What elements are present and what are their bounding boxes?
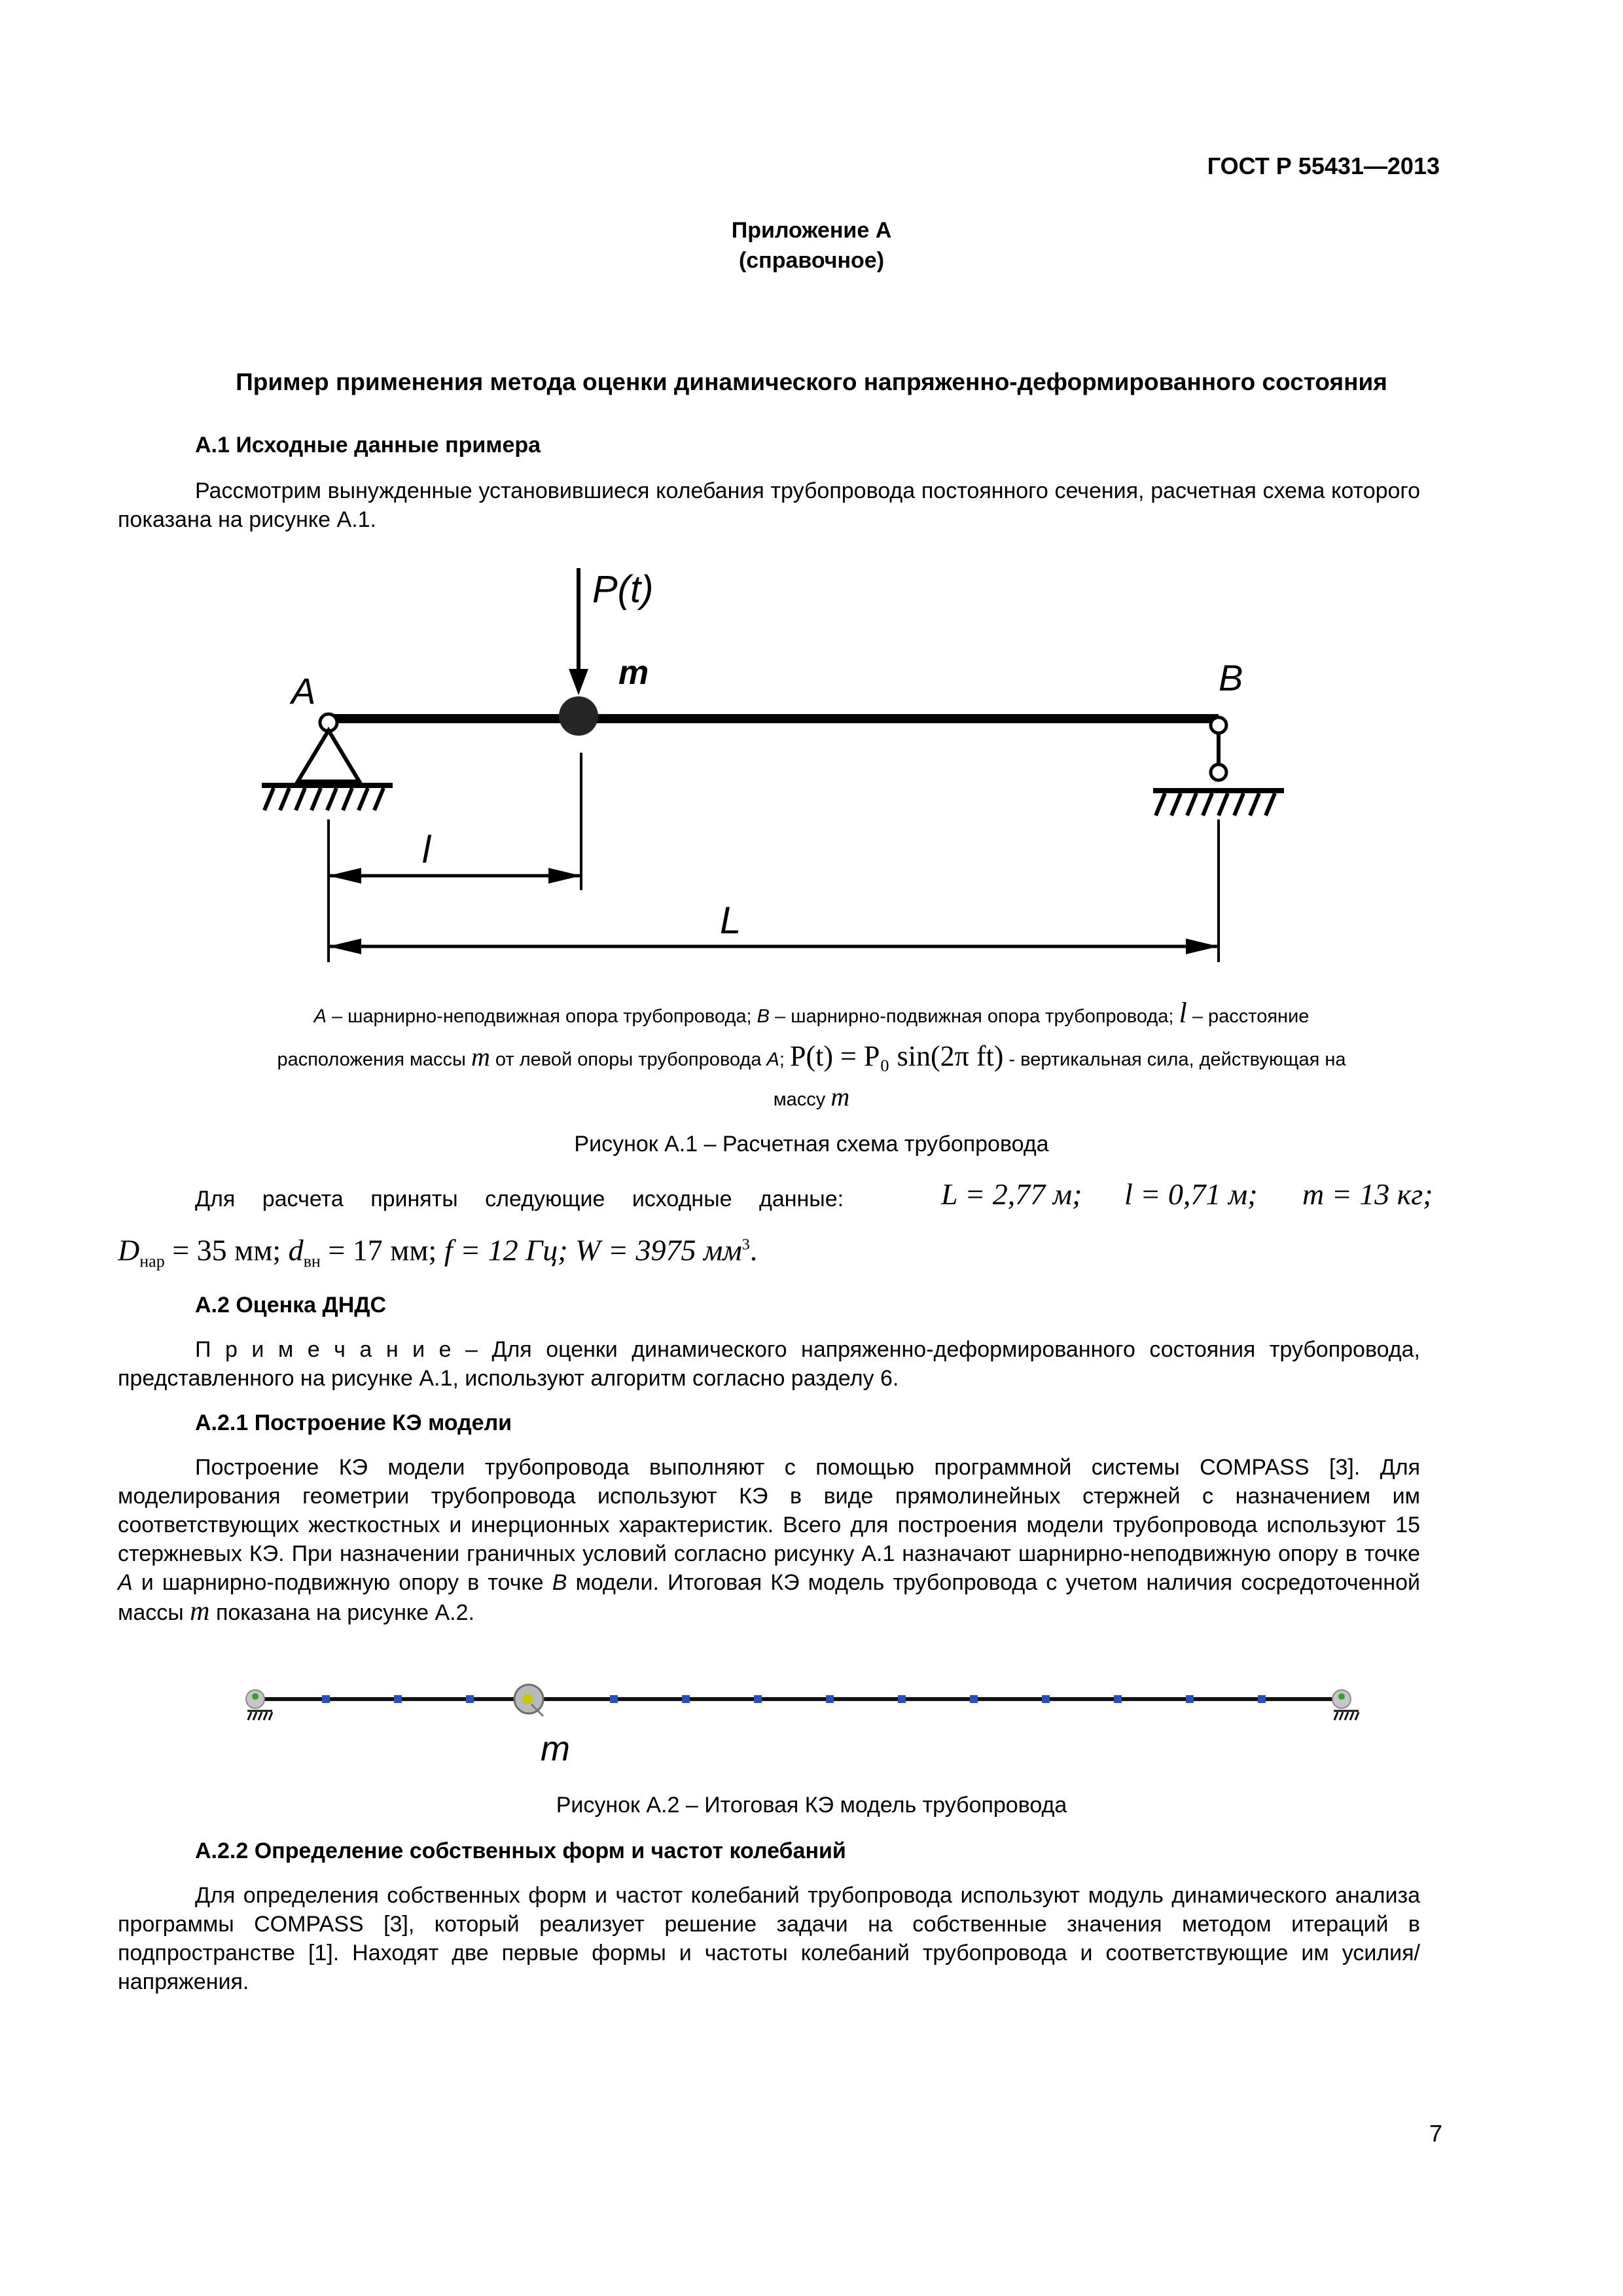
fe-node <box>1042 1695 1050 1703</box>
figure-a2-fe-model <box>236 1669 1387 1767</box>
dim-L-arrow-right <box>1186 939 1219 954</box>
dim-l-arrow-right <box>548 868 581 884</box>
section-a2-note: П р и м е ч а н и е – Для оценки динамического напряженно-деформированного состояния трубопровода, представленного на рисунке А.1, используют алгоритм согласно разделу 6. <box>118 1337 1420 1391</box>
figure-a1-caption-line1: А – шарнирно-неподвижная опора трубопровода; В – шарнирно-подвижная опора трубопровода; l – расстояние <box>313 997 1310 1029</box>
figure-a1-title: Рисунок А.1 – Расчетная схема трубопровода <box>574 1132 1049 1157</box>
mass-label: m <box>618 654 649 692</box>
figure-a1-caption-line2: расположения массы m от левой опоры трубопровода А; P(t) = P₀ sin(2π ft) - вертикальная сила, действующая на <box>277 1040 1346 1072</box>
section-a1-heading: А.1 Исходные данные примера <box>195 433 541 457</box>
dim-l-label: l <box>422 829 431 871</box>
input-data-intro: Для расчета приняты следующие исходные данные: <box>195 1187 844 1211</box>
section-a22-paragraph: Для определения собственных форм и частот колебаний трубопровода используют модуль динамического анализа программы COMPASS [3], который реализует решение задачи на собственные значения методом итераций в подпространстве [1]. Находят две первые формы и частоты колебаний трубопровода и соответствующие им усилия/напряжения. <box>118 1883 1420 1994</box>
section-a22-heading: А.2.2 Определение собственных форм и частот колебаний <box>195 1839 846 1863</box>
dim-L-label: L <box>720 899 741 942</box>
mass-ball <box>559 696 598 736</box>
page-number: 7 <box>1429 2120 1442 2147</box>
dim-l-arrow-left <box>329 868 361 884</box>
section-a21-heading: А.2.1 Построение КЭ модели <box>195 1410 512 1435</box>
fe-node <box>970 1695 978 1703</box>
force-arrow-head <box>569 669 588 695</box>
figure-a1-caption-line3: массу m <box>773 1082 850 1111</box>
appendix-kind: (справочное) <box>738 248 885 273</box>
fe-node <box>826 1695 834 1703</box>
fe-node <box>1186 1695 1194 1703</box>
support-b-label: B <box>1219 657 1243 698</box>
fe-node <box>898 1695 906 1703</box>
fe-node <box>466 1695 474 1703</box>
input-data-line2: $D_{нар} = 35$ мм; $d_{вн} = 17$ мм; f = 12 Гц; W = 3975 $мм^3$. <box>118 1233 758 1271</box>
main-title: Пример применения метода оценки динамического напряженно-деформированного состояния <box>236 368 1387 395</box>
support-b-hatch <box>1156 793 1275 816</box>
section-a2-heading: А.2 Оценка ДНДС <box>195 1293 387 1318</box>
force-label: P(t) <box>592 568 654 611</box>
document-id: ГОСТ Р 55431—2013 <box>1207 152 1440 179</box>
section-a1-paragraph: Рассмотрим вынужденные установившиеся колебания трубопровода постоянного сечения, расчетная схема которого показана на рисунке А.1. <box>118 478 1420 532</box>
fe-node <box>610 1695 618 1703</box>
input-l: l = 0,71 м; <box>1124 1177 1258 1211</box>
fe-node <box>322 1695 330 1703</box>
support-b-hinge-top <box>1211 717 1226 733</box>
support-a-hatch <box>264 788 383 810</box>
fe-node <box>754 1695 762 1703</box>
input-L: L = 2,77 м; <box>941 1177 1082 1211</box>
fe-mass-label: m <box>541 1729 570 1767</box>
force-formula: P(t) = P₀ sin(2π ft) <box>790 1040 1004 1072</box>
support-b-hinge-bottom <box>1211 764 1226 780</box>
input-m: m = 13 кг; <box>1302 1177 1433 1211</box>
fe-support-right-marker <box>1338 1693 1345 1700</box>
support-a-label: A <box>291 670 316 711</box>
dim-L-arrow-left <box>329 939 361 954</box>
fe-node <box>394 1695 402 1703</box>
figure-a2-title: Рисунок А.2 – Итоговая КЭ модель трубопровода <box>556 1793 1067 1818</box>
fe-node <box>1258 1695 1266 1703</box>
fe-mass-marker <box>522 1694 533 1704</box>
section-a21-paragraph: Построение КЭ модели трубопровода выполняют с помощью программной системы COMPASS [3]. Для моделирования геометрии трубопровода используют КЭ в виде прямолинейных стержней с назначением им соответствующих жесткостных и инерционных характеристик. Всего для построения модели трубопровода используют 15 стержневых КЭ. При назначении граничных условий согласно рисунку А.1 назначают шарнирно-неподвижную опору в точке А и шарнирно-подвижную опору в точке В модели. Итоговая КЭ модель трубопровода с учетом наличия сосредоточенной массы m показана на рисунке А.2. <box>118 1455 1420 1626</box>
appendix-title: Приложение А <box>731 218 892 243</box>
fe-node <box>1114 1695 1122 1703</box>
figure-a1-scheme <box>249 556 1322 975</box>
fe-support-left-hatch <box>248 1712 272 1720</box>
fe-node <box>682 1695 690 1703</box>
fe-support-right-hatch <box>1334 1712 1359 1720</box>
support-a-triangle <box>298 730 359 781</box>
fe-support-left-marker <box>252 1693 259 1700</box>
